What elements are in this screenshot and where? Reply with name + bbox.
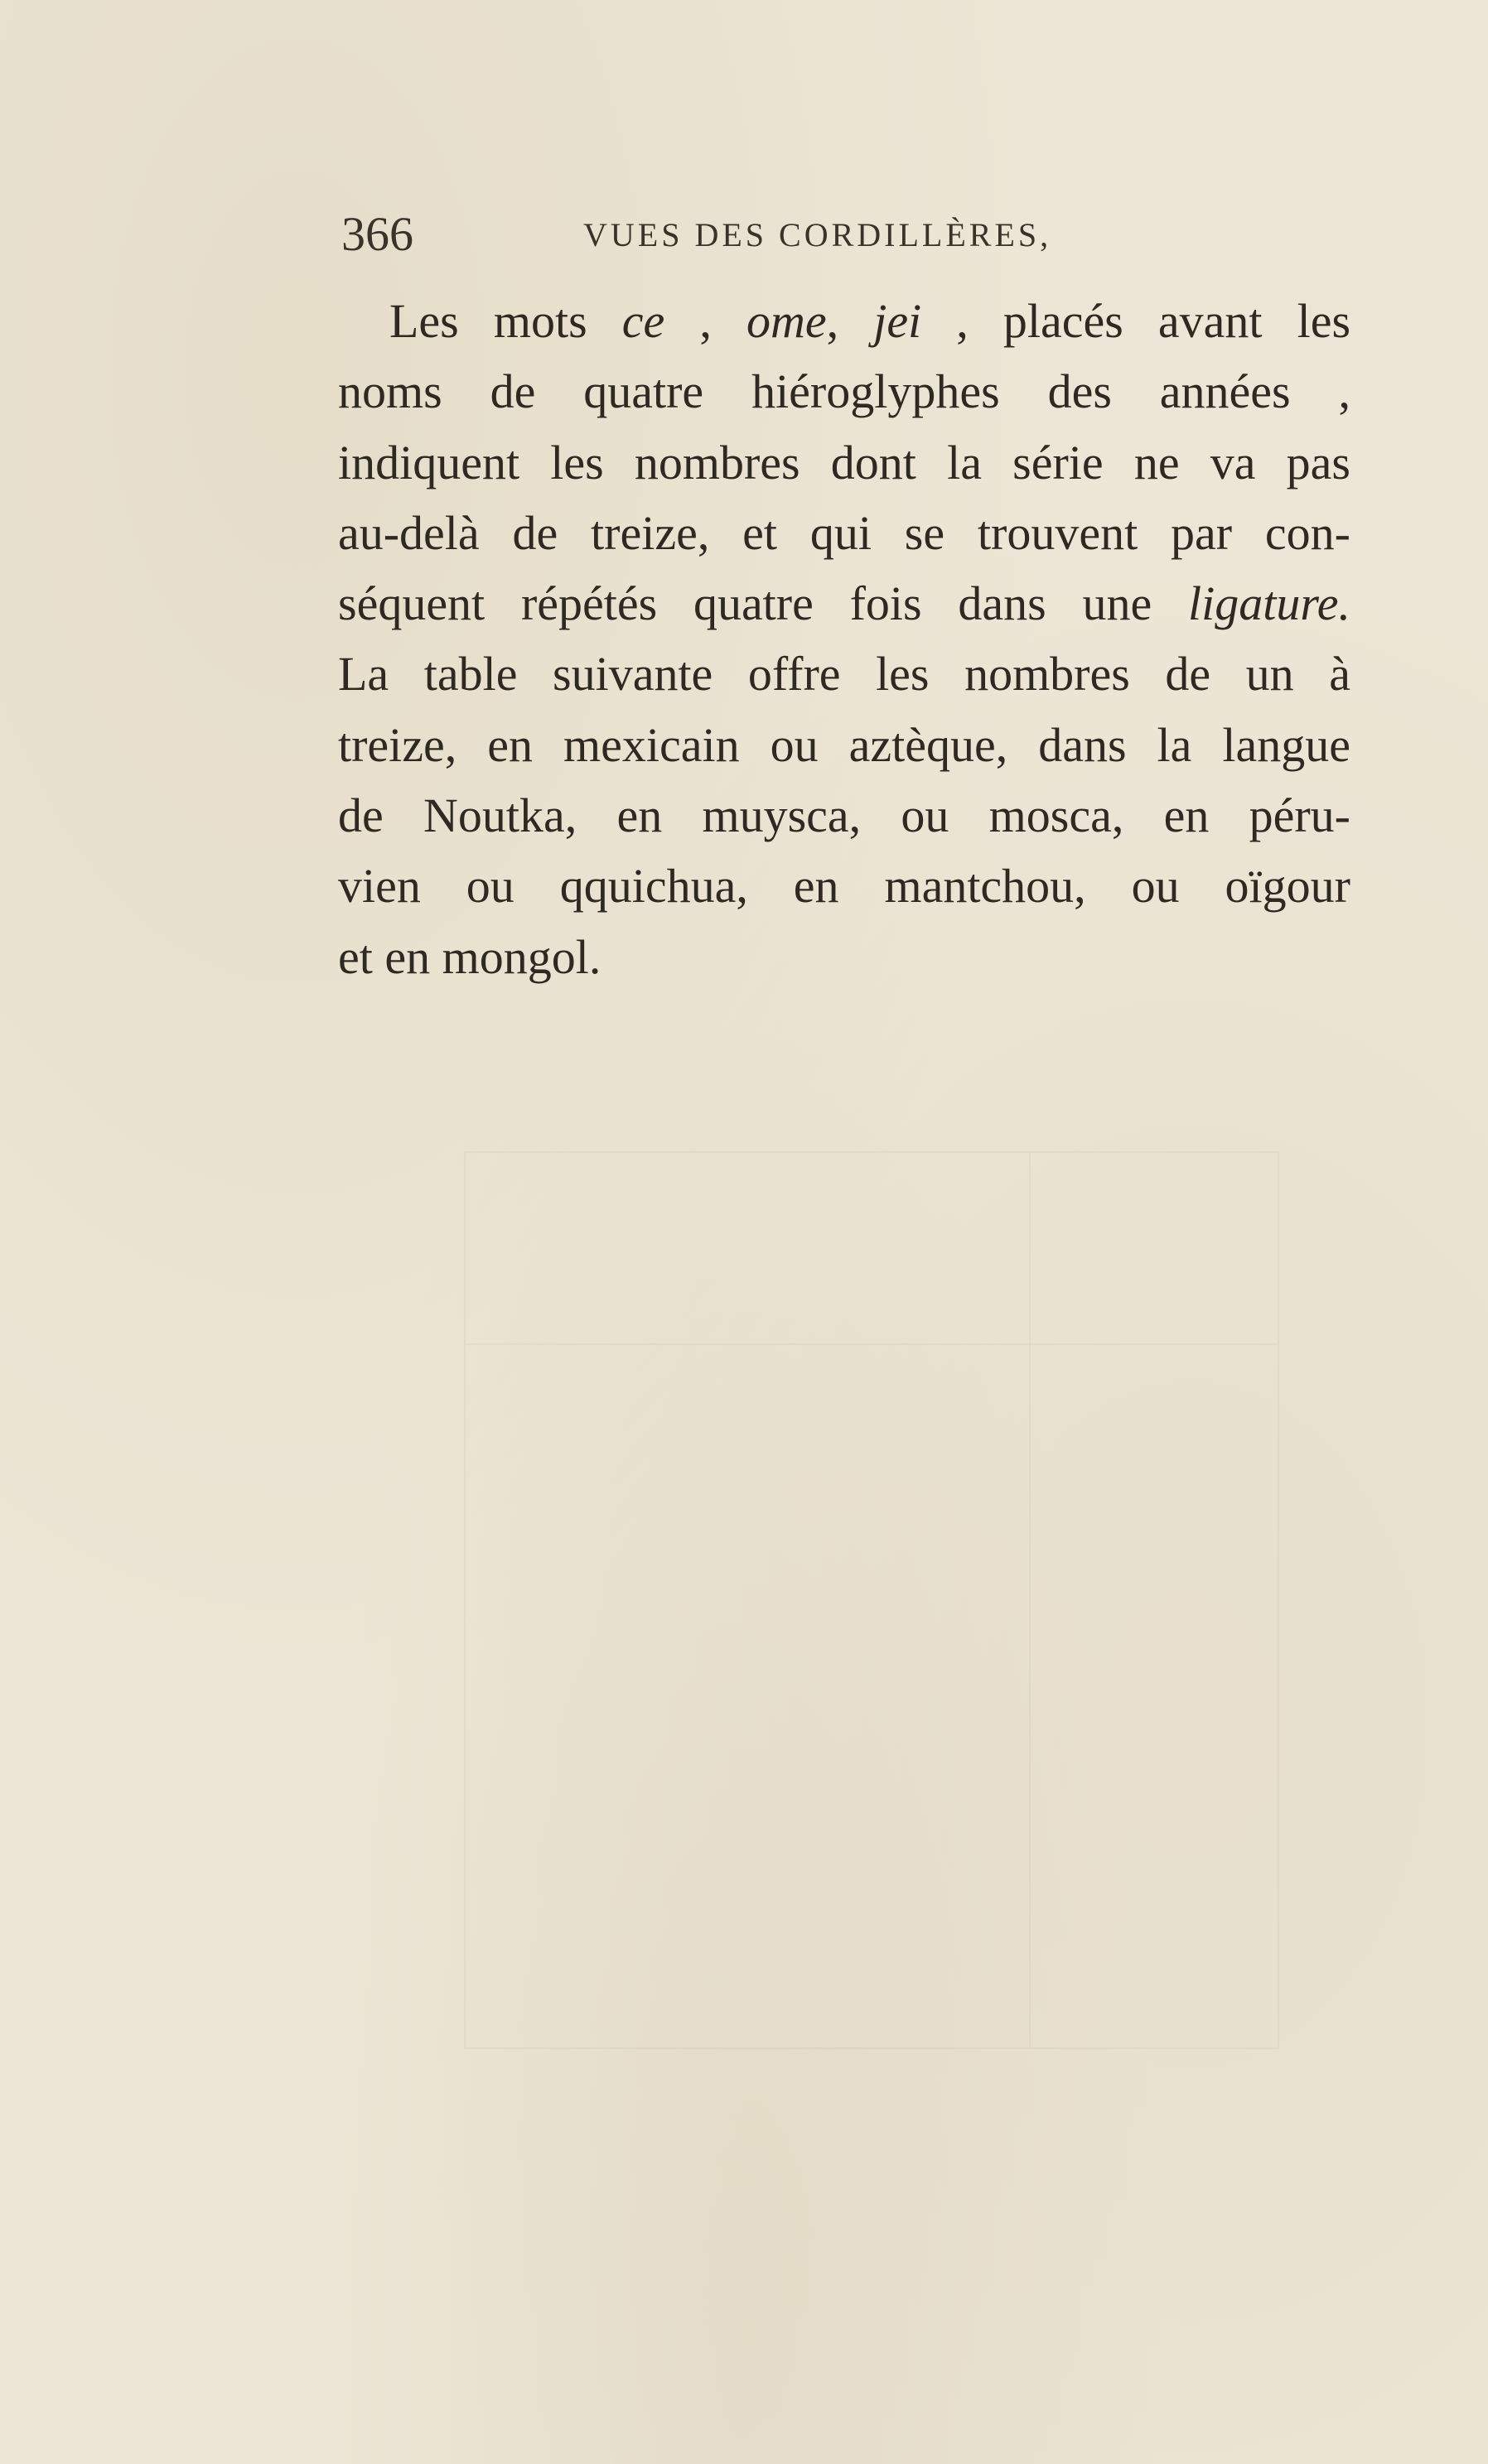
text-run: , <box>826 294 874 348</box>
text-line <box>338 286 1350 356</box>
italic-word: ome <box>746 294 827 348</box>
text-run: treize, en mexicain ou aztèque, dans la langue <box>338 717 1350 772</box>
page-number: 366 <box>341 207 413 261</box>
text-run: Les mots <box>389 294 622 348</box>
text-line <box>338 922 1350 992</box>
text-run: La table suivante offre les nombres de un à <box>338 647 1350 702</box>
italic-word: jei <box>873 294 922 348</box>
text-line <box>338 780 1350 851</box>
text-run: de Noutka, en muysca, ou mosca, en péru- <box>338 788 1350 843</box>
running-title: VUES DES CORDILLÈRES, <box>583 216 1052 253</box>
text-line <box>338 639 1350 709</box>
text-run: et en mongol. <box>338 929 601 984</box>
text-line <box>338 568 1350 639</box>
text-line <box>338 710 1350 780</box>
page-header <box>341 205 1170 263</box>
text-line <box>338 427 1350 498</box>
text-line <box>338 498 1350 568</box>
text-line <box>338 851 1350 921</box>
body-paragraph <box>338 286 1350 992</box>
text-run: au-delà de treize, et qui se trouvent par con- <box>338 505 1350 560</box>
text-line <box>338 356 1350 427</box>
text-run: séquent répétés quatre fois dans une <box>338 576 1188 631</box>
text-run: noms de quatre hiéroglyphes des années , <box>338 364 1350 419</box>
italic-word: ce <box>621 294 665 348</box>
italic-word: ligature. <box>1187 576 1350 631</box>
text-run: , placés avant les <box>921 294 1351 348</box>
text-run: vien ou qquichua, en mantchou, ou oïgour <box>338 859 1350 914</box>
text-run: indiquent les nombres dont la série ne va pas <box>338 435 1350 489</box>
text-run: , <box>664 294 746 348</box>
bleed-through-table-outline <box>464 1151 1279 2049</box>
